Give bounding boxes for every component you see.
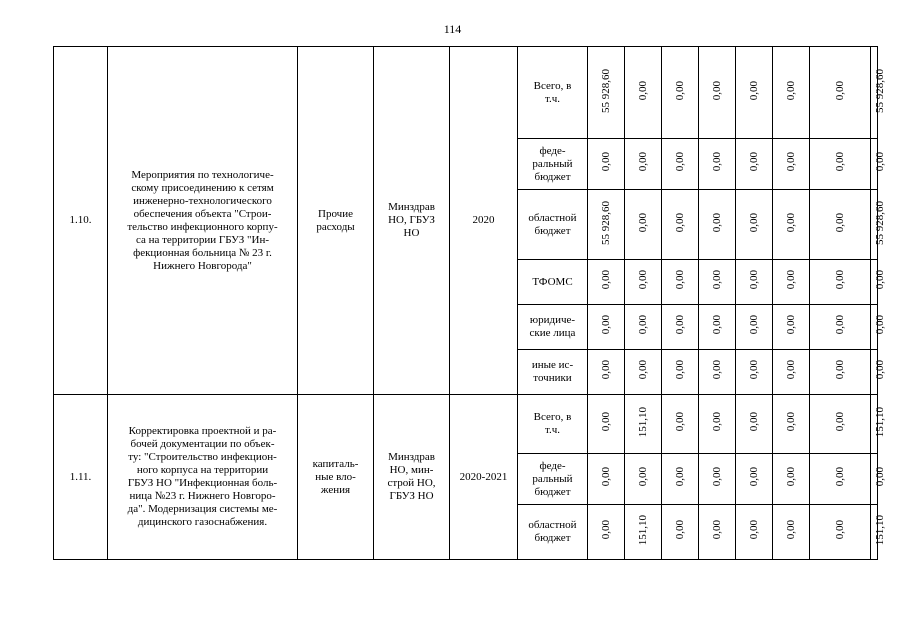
amount-value: 0,00 [673,152,686,172]
funding-source-label: юридиче- ские лица [529,314,576,339]
amount-cell [625,260,662,305]
item-number: 1.11. [69,470,92,483]
amount-cell [588,454,625,505]
amount-value: 0,00 [833,412,846,432]
amount-cell [588,190,625,260]
funding-source-cell [518,505,588,560]
amount-value: 0,00 [833,212,846,233]
period: 2020-2021 [459,470,508,483]
amount-value: 0,00 [784,467,797,487]
amount-value: 0,00 [710,152,723,172]
amount-value: 0,00 [747,520,760,540]
amount-value: 0,00 [636,152,649,172]
amount-cell [588,505,625,560]
item-description-cell [108,47,298,395]
funding-source-label: областной бюджет [528,519,577,544]
amount-cell [736,454,773,505]
budget-table [53,46,886,560]
funding-source-cell [518,47,588,139]
amount-value: 0,00 [874,152,886,172]
amount-value: 0,00 [784,212,797,233]
amount-value: 0,00 [636,467,649,487]
amount-value: 0,00 [784,360,797,380]
item-number: 1.10. [69,214,92,226]
period-cell [450,395,518,560]
amount-cell [736,350,773,395]
amount-cell [699,139,736,190]
funding-source-cell [518,305,588,350]
amount-value: 0,00 [784,80,797,101]
executor-cell [374,47,450,395]
amount-value: 0,00 [833,467,846,487]
amount-cell [773,47,810,139]
amount-value: 0,00 [784,152,797,172]
amount-value: 151,10 [636,406,649,438]
amount-value: 151,10 [874,406,886,438]
amount-value: 0,00 [784,412,797,432]
amount-cell [699,505,736,560]
amount-value: 55 928,60 [874,68,886,113]
amount-value: 55 928,60 [599,200,612,245]
amount-cell [699,350,736,395]
amount-value: 0,00 [599,520,612,540]
executor: Минздрав НО, ГБУЗ НО [388,201,435,239]
amount-value: 0,00 [673,360,686,380]
amount-cell [810,139,871,190]
amount-cell [871,305,886,350]
amount-value: 0,00 [833,360,846,380]
amount-cell [736,260,773,305]
amount-value: 0,00 [833,80,846,101]
amount-value: 0,00 [747,212,760,233]
amount-cell [736,505,773,560]
amount-value: 55 928,60 [599,68,612,113]
amount-cell [662,305,699,350]
funding-source-cell [518,139,588,190]
amount-cell [662,190,699,260]
amount-cell [625,505,662,560]
funding-source-label: иные ис- точники [531,359,574,384]
amount-value: 0,00 [833,152,846,172]
amount-cell [662,395,699,454]
expense-type: капиталь- ные вло- жения [312,457,359,496]
amount-cell [773,190,810,260]
amount-value: 0,00 [599,270,612,290]
amount-cell [625,395,662,454]
amount-value: 0,00 [599,360,612,380]
amount-value: 0,00 [747,152,760,172]
item-number-cell [54,395,108,560]
amount-cell [773,454,810,505]
amount-cell [773,505,810,560]
amount-cell [625,47,662,139]
amount-value: 0,00 [636,360,649,380]
period: 2020 [472,214,495,226]
amount-value: 0,00 [636,80,649,101]
amount-value: 0,00 [599,315,612,335]
amount-value: 0,00 [747,412,760,432]
item-number-cell [54,47,108,395]
amount-cell [625,190,662,260]
amount-cell [810,260,871,305]
amount-cell [699,395,736,454]
amount-value: 0,00 [673,270,686,290]
amount-value: 0,00 [673,80,686,101]
funding-source-cell [518,395,588,454]
amount-cell [736,47,773,139]
amount-cell [625,350,662,395]
amount-cell [773,350,810,395]
amount-value: 0,00 [599,412,612,432]
amount-cell [625,305,662,350]
funding-source-label: ТФОМС [532,275,573,288]
expense-type-cell [298,47,374,395]
amount-value: 0,00 [833,270,846,290]
amount-cell [699,454,736,505]
funding-source-label: феде- ральный бюджет [532,144,573,183]
amount-cell [699,305,736,350]
amount-cell [871,260,886,305]
amount-value: 0,00 [710,270,723,290]
amount-value: 151,10 [636,514,649,546]
amount-value: 0,00 [673,467,686,487]
amount-cell [810,305,871,350]
amount-cell [699,190,736,260]
amount-cell [810,47,871,139]
amount-value: 0,00 [710,315,723,335]
funding-source-cell [518,454,588,505]
page-number: 114 [443,22,462,36]
amount-value: 0,00 [747,80,760,101]
funding-source-cell [518,190,588,260]
amount-cell [588,260,625,305]
amount-value: 0,00 [710,412,723,432]
amount-value: 0,00 [673,520,686,540]
amount-cell [662,505,699,560]
amount-value: 0,00 [636,212,649,233]
amount-cell [588,395,625,454]
amount-value: 0,00 [747,360,760,380]
funding-source-cell [518,260,588,305]
amount-cell [810,190,871,260]
amount-cell [871,350,886,395]
amount-cell [662,350,699,395]
amount-cell [662,139,699,190]
funding-source-label: областной бюджет [528,211,577,237]
amount-value: 0,00 [784,520,797,540]
item-description: Корректировка проектной и ра- бочей документации по объек- ту: "Строительство инфекцион- ного корпуса на территории ГБУЗ НО "Инфекционная боль- ница №23 г. Нижнего Новгоро- да". Модернизация системы ме- дицинского газоснабжения. [127,425,278,528]
amount-cell [773,395,810,454]
amount-cell [773,139,810,190]
amount-value: 0,00 [874,467,886,487]
amount-cell [871,505,886,560]
amount-cell [588,305,625,350]
funding-source-label: Всего, в т.ч. [533,411,572,436]
amount-value: 0,00 [710,360,723,380]
amount-value: 0,00 [874,270,886,290]
amount-cell [871,139,886,190]
amount-cell [871,47,886,139]
period-cell [450,47,518,395]
amount-cell [588,139,625,190]
amount-cell [810,395,871,454]
amount-cell [588,47,625,139]
amount-value: 0,00 [673,315,686,335]
funding-source-cell [518,350,588,395]
amount-value: 0,00 [784,315,797,335]
amount-value: 0,00 [747,315,760,335]
amount-cell [871,454,886,505]
amount-value: 0,00 [833,315,846,335]
amount-value: 55 928,60 [874,200,886,245]
amount-value: 0,00 [747,467,760,487]
amount-value: 0,00 [874,315,886,335]
amount-cell [588,350,625,395]
amount-cell [773,305,810,350]
amount-cell [810,505,871,560]
amount-cell [736,139,773,190]
amount-cell [871,395,886,454]
executor: Минздрав НО, мин- строй НО, ГБУЗ НО [387,451,436,502]
amount-value: 0,00 [599,152,612,172]
amount-cell [810,350,871,395]
amount-value: 0,00 [874,360,886,380]
item-description-cell [108,395,298,560]
amount-value: 0,00 [747,270,760,290]
expense-type: Прочие расходы [316,207,355,233]
amount-cell [625,454,662,505]
amount-cell [736,395,773,454]
amount-cell [736,305,773,350]
amount-value: 0,00 [784,270,797,290]
amount-cell [662,47,699,139]
item-description: Мероприятия по технологиче- скому присоединению к сетям инженерно-технологического обеспечения объекта "Строи- тельство инфекционного корпу- са на территории ГБУЗ "Ин- фекционная больница № 23 г. Нижнего Новгорода" [127,168,278,272]
amount-value: 0,00 [833,520,846,540]
amount-cell [773,260,810,305]
expense-type-cell [298,395,374,560]
amount-cell [625,139,662,190]
amount-value: 0,00 [673,412,686,432]
executor-cell [374,395,450,560]
amount-value: 0,00 [636,270,649,290]
amount-cell [871,190,886,260]
amount-cell [810,454,871,505]
amount-value: 0,00 [599,467,612,487]
amount-value: 151,10 [874,514,886,546]
amount-value: 0,00 [673,212,686,233]
amount-cell [736,190,773,260]
amount-value: 0,00 [710,80,723,101]
amount-cell [699,260,736,305]
amount-cell [662,260,699,305]
funding-source-label: Всего, в т.ч. [533,79,572,105]
amount-cell [662,454,699,505]
amount-value: 0,00 [710,520,723,540]
amount-cell [699,47,736,139]
amount-value: 0,00 [636,315,649,335]
amount-value: 0,00 [710,212,723,233]
table-row [54,395,878,454]
amount-value: 0,00 [710,467,723,487]
table-row [54,47,878,139]
funding-source-label: феде- ральный бюджет [532,459,573,498]
